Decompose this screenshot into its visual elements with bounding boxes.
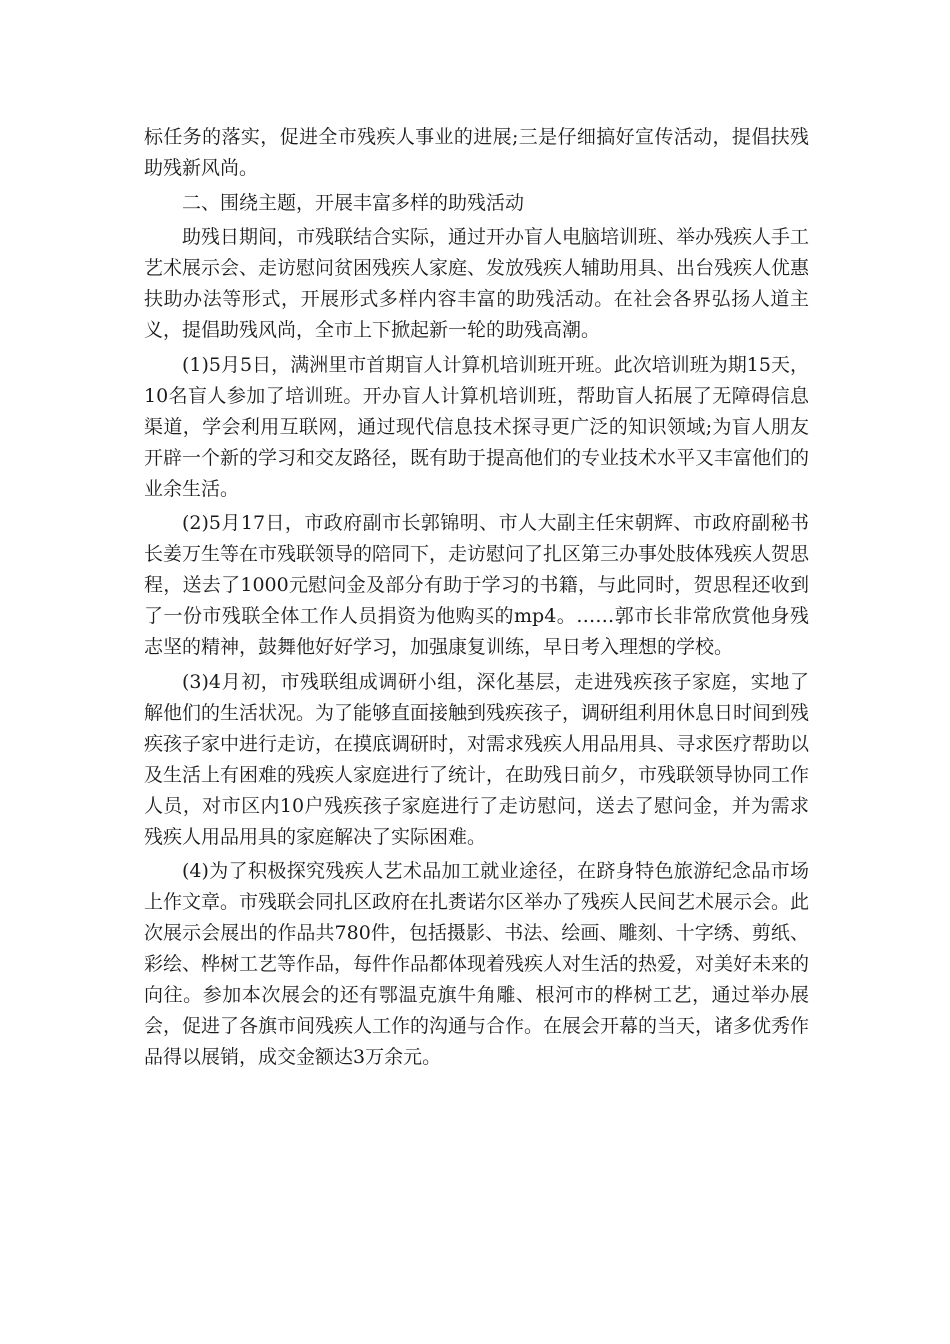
document-body	[144, 122, 809, 1073]
section-heading-activities: 二、围绕主题，开展丰富多样的助残活动	[182, 191, 525, 214]
paragraph-item-1-computer-training: (1)5月5日，满洲里市首期盲人计算机培训班开班。此次培训班为期15天，10名盲人参加了培训班。开办盲人计算机培训班，帮助盲人拓展了无障碍信息渠道，学会利用互联网，通过现代信息技术探寻更广泛的知识领域;为盲人朋友开辟一个新的学习和交友路径，既有助于提高他们的专业技术水平又丰富他们的业余生活。	[144, 353, 810, 500]
paragraph-item-4-art-exhibition: (4)为了积极探究残疾人艺术品加工就业途径，在跻身特色旅游纪念品市场上作文章。市残联会同扎区政府在扎赉诺尔区举办了残疾人民间艺术展示会。此次展示会展出的作品共780件，包括摄影、书法、绘画、雕刻、十字绣、剪纸、彩绘、桦树工艺等作品，每件作品都体现着残疾人对生活的热爱，对美好未来的向往。参加本次展会的还有鄂温克旗牛角雕、根河市的桦树工艺，通过举办展会，促进了各旗市间残疾人工作的沟通与合作。在展会开幕的当天，诸多优秀作品得以展销，成交金额达3万余元。	[144, 860, 810, 1068]
paragraph-goal-continuation: 标任务的落实，促进全市残疾人事业的进展;三是仔细搞好宣传活动，提倡扶残助残新风尚。	[144, 126, 809, 179]
paragraph-item-3-survey: (3)4月初，市残联组成调研小组，深化基层，走进残疾孩子家庭，实地了解他们的生活状况。为了能够直面接触到残疾孩子，调研组利用休息日时间到残疾孩子家中进行走访，在摸底调研时，对需求残疾人用品用具、寻求医疗帮助以及生活上有困难的残疾人家庭进行了统计，在助残日前夕，市残联领导协同工作人员，对市区内10户残疾孩子家庭进行了走访慰问，送去了慰问金，并为需求残疾人用品用具的家庭解决了实际困难。	[144, 670, 810, 848]
paragraph-activities-overview: 助残日期间，市残联结合实际，通过开办盲人电脑培训班、举办残疾人手工艺术展示会、走访慰问贫困残疾人家庭、发放残疾人辅助用具、出台残疾人优惠扶助办法等形式，开展形式多样内容丰富的助残活动。在社会各界弘扬人道主义，提倡助残风尚，全市上下掀起新一轮的助残高潮。	[144, 226, 810, 341]
paragraph-item-2-visit: (2)5月17日，市政府副市长郭锦明、市人大副主任宋朝辉、市政府副秘书长姜万生等在市残联领导的陪同下，走访慰问了扎区第三办事处肢体残疾人贺思程，送去了1000元慰问金及部分有助于学习的书籍，与此同时，贺思程还收到了一份市残联全体工作人员捐资为他购买的mp4。……郭市长非常欣赏他身残志坚的精神，鼓舞他好好学习，加强康复训练，早日考入理想的学校。	[144, 512, 810, 658]
